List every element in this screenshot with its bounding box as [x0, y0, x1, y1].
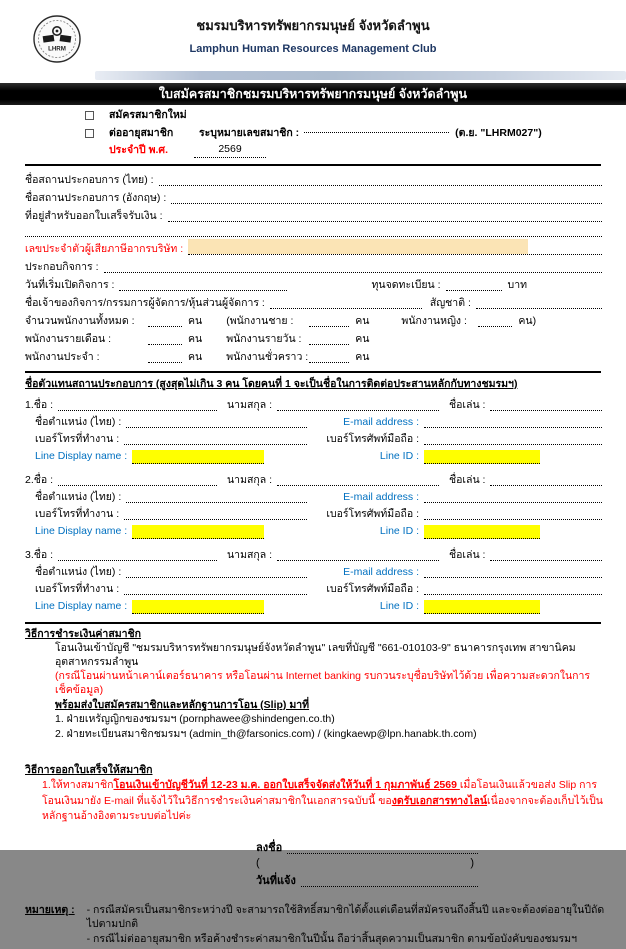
rep2-mobile-field[interactable] [424, 518, 602, 520]
paren-close: ) [470, 856, 474, 869]
rep2-name-label: 2.ชื่อ : [25, 473, 54, 486]
temporary-employees-field[interactable] [309, 361, 349, 363]
work-phone-label: เบอร์โทรที่ทำงาน : [35, 582, 120, 595]
receipt-no-line-docs: งดรับเอกสารทางไลน์ [391, 794, 488, 807]
form-header [0, 0, 626, 66]
rep3-work-phone-field[interactable] [124, 593, 307, 595]
representative-3-block [0, 546, 626, 614]
representative-1-block [0, 396, 626, 464]
note-item-2: - กรณีไม่ต่ออายุสมาชิก หรือค้างชำระค่าสมาชิกในปีนั้น ถือว่าสิ้นสุดความเป็นสมาชิก ตามข้อบังคับของชมรมฯ [86, 933, 577, 946]
rep3-name-label: 3.ชื่อ : [25, 548, 54, 561]
rep1-name-field[interactable] [58, 409, 217, 411]
rep1-surname-field[interactable] [277, 409, 439, 411]
rep2-surname-field[interactable] [277, 484, 439, 486]
mobile-label: เบอร์โทรศัพท์มือถือ : [326, 432, 419, 445]
surname-label: นามสกุล : [227, 548, 273, 561]
rep3-position-field[interactable] [126, 576, 307, 578]
tax-id-label: เลขประจำตัวผู้เสียภาษีอากรบริษัท : [25, 243, 184, 256]
rep3-surname-field[interactable] [277, 559, 439, 561]
payment-red-note: (กรณีโอนผ่านหน้าเคาน์เตอร์ธนาคาร หรือโอนผ่าน Internet banking รบกวนระบุชื่อบริษัทไว้ด้วย เพื่อความสะดวกในการเช็คข้อมูล) [55, 670, 591, 697]
business-type-field[interactable] [104, 271, 602, 273]
rep3-line-id-field[interactable] [424, 600, 540, 614]
start-date-label: วันที่เริ่มเปิดกิจการ : [25, 279, 115, 292]
company-name-en-field[interactable] [171, 202, 602, 204]
receipt-address-label: ที่อยู่สำหรับออกใบเสร็จรับเงิน : [25, 210, 163, 223]
rep3-nickname-field[interactable] [490, 559, 602, 561]
sign-date-label: วันที่แจ้ง [256, 874, 296, 887]
rep1-nickname-field[interactable] [490, 409, 602, 411]
capital-label: ทุนจดทะเบียน : [371, 279, 441, 292]
tax-id-field-line [188, 239, 602, 255]
owner-name-label: ชื่อเจ้าของกิจการ/กรรมการผู้จัดการ/หุ้นส่วนผู้จัดการ : [25, 297, 265, 310]
section-divider [25, 371, 601, 373]
female-employees-label: พนักงานหญิง : [401, 315, 467, 328]
rep3-line-name-field[interactable] [132, 600, 264, 614]
rep1-line-id-field[interactable] [424, 450, 540, 464]
temporary-employees-label: พนักงานชั่วคราว : [226, 351, 309, 364]
receipt-instructions [42, 778, 606, 824]
female-unit: คน) [518, 315, 537, 328]
email-label: E-mail address : [343, 490, 419, 503]
work-phone-label: เบอร์โทรที่ทำงาน : [35, 432, 120, 445]
email-label: E-mail address : [343, 415, 419, 428]
line-id-label: Line ID : [379, 524, 419, 537]
rep2-work-phone-field[interactable] [124, 518, 307, 520]
male-employees-label: (พนักงานชาย : [226, 315, 294, 328]
nickname-label: ชื่อเล่น : [449, 398, 486, 411]
receipt-seg3: เมื่อโอนเงินแล้วขอส่ง Slip การโอนเงินมายัง E-mail ที่แจ้งไว้ในวิธีการชำระเงินค่าสมาชิกในเอกสารฉบับนี้ ขอ [42, 779, 598, 807]
person-unit: คน [188, 351, 203, 364]
decorative-gradient-bar [95, 71, 626, 80]
rep1-position-field[interactable] [126, 426, 307, 428]
lhrm-club-logo-icon [32, 14, 82, 64]
sign-label: ลงชื่อ [256, 841, 283, 854]
line-id-label: Line ID : [379, 599, 419, 612]
line-name-label: Line Display name : [35, 524, 128, 537]
position-label: ชื่อตำแหน่ง (ไทย) : [35, 490, 122, 503]
form-title-banner: ใบสมัครสมาชิกชมรมบริหารทรัพยากรมนุษย์ จังหวัดลำพูน [0, 83, 626, 105]
company-name-en-label: ชื่อสถานประกอบการ (อังกฤษ) : [25, 192, 167, 205]
baht-unit: บาท [507, 279, 528, 292]
nickname-label: ชื่อเล่น : [449, 473, 486, 486]
total-employees-label: จำนวนพนักงานทั้งหมด : [25, 315, 135, 328]
male-employees-field[interactable] [309, 325, 349, 327]
position-label: ชื่อตำแหน่ง (ไทย) : [35, 415, 122, 428]
person-unit: คน [188, 333, 203, 346]
monthly-employees-field[interactable] [148, 343, 182, 345]
surname-label: นามสกุล : [227, 473, 273, 486]
permanent-employees-field[interactable] [148, 361, 182, 363]
club-name-english: Lamphun Human Resources Management Club [189, 42, 437, 55]
renew-member-label: ต่ออายุสมาชิก [109, 126, 174, 139]
mobile-label: เบอร์โทรศัพท์มือถือ : [326, 507, 419, 520]
work-phone-label: เบอร์โทรที่ทำงาน : [35, 507, 120, 520]
rep2-email-field[interactable] [424, 501, 602, 503]
receipt-transfer-dates: โอนเงินเข้าบัญชีวันที่ 12-23 ม.ค. ออกใบเสร็จจัดส่งให้วันที่ 1 กุมภาพันธ์ 2569 [113, 779, 460, 792]
rep1-email-field[interactable] [424, 426, 602, 428]
nickname-label: ชื่อเล่น : [449, 548, 486, 561]
person-unit: คน [188, 315, 203, 328]
rep2-position-field[interactable] [126, 501, 307, 503]
logo-text: LHRM [48, 45, 66, 53]
person-unit: คน [355, 351, 370, 364]
permanent-employees-label: พนักงานประจำ : [25, 351, 100, 364]
rep2-line-id-field[interactable] [424, 525, 540, 539]
rep1-mobile-field[interactable] [424, 443, 602, 445]
signature-field[interactable] [287, 852, 478, 854]
person-unit: คน [355, 315, 370, 328]
new-member-checkbox[interactable] [85, 111, 94, 120]
daily-employees-label: พนักงานรายวัน : [226, 333, 302, 346]
receipt-seg5: เนื่องจากจะต้องเก็บไว้เป็นหลักฐานอ้างอิงตามระบบต่อไปค่ะ [42, 794, 603, 822]
new-member-label: สมัครสมาชิกใหม่ [109, 109, 187, 121]
company-name-th-label: ชื่อสถานประกอบการ (ไทย) : [25, 174, 154, 187]
year-label: ประจำปี พ.ศ. [109, 144, 168, 157]
email-label: E-mail address : [343, 565, 419, 578]
line-id-label: Line ID : [379, 449, 419, 462]
person-unit: คน [355, 333, 370, 346]
renew-member-checkbox[interactable] [85, 129, 94, 138]
start-date-field[interactable] [119, 289, 287, 291]
receipt-address-field[interactable] [168, 220, 603, 222]
rep1-line-name-field[interactable] [132, 450, 264, 464]
owner-name-field[interactable] [270, 307, 422, 309]
member-number-label: ระบุหมายเลขสมาชิก : [199, 126, 300, 139]
payment-recipient-2: 2. ฝ่ายทะเบียนสมาชิกชมรมฯ (admin_th@farsonics.com) / (kingkaewp@lpn.hanabk.th.com) [55, 728, 477, 741]
note-item-1: - กรณีสมัครเป็นสมาชิกระหว่างปี จะสามารถใช้สิทธิ์สมาชิกได้ตั้งแต่เดือนที่สมัครจนถึงสิ้นปี และจะต้องต่ออายุในปีถัดไปตามปกติ [86, 903, 605, 930]
position-label: ชื่อตำแหน่ง (ไทย) : [35, 565, 122, 578]
tax-id-input-highlight[interactable] [188, 239, 527, 254]
club-name-thai: ชมรมบริหารทรัพยากรมนุษย์ จังหวัดลำพูน [196, 18, 430, 33]
company-name-th-field[interactable] [159, 184, 602, 186]
receipt-section-title: วิธีการออกใบเสร็จให้สมาชิก [25, 763, 153, 776]
payment-transfer-info: โอนเงินเข้าบัญชี "ชมรมบริหารทรัพยากรมนุษย์จังหวัดลำพูน" เลขที่บัญชี "661-010103-9" ธนาคารกรุงเทพ สาขานิคมอุตสาหกรรมลำพูน [55, 642, 576, 668]
rep2-nickname-field[interactable] [490, 484, 602, 486]
year-field[interactable]: 2569 [194, 143, 266, 158]
payment-section-title: วิธีการชำระเงินค่าสมาชิก [25, 627, 142, 640]
mobile-label: เบอร์โทรศัพท์มือถือ : [326, 582, 419, 595]
female-employees-field[interactable] [478, 325, 512, 327]
total-employees-field[interactable] [148, 325, 182, 327]
representatives-section-title: ชื่อตัวแทนสถานประกอบการ (สูงสุดไม่เกิน 3 คน โดยคนที่ 1 จะเป็นชื่อในการติดต่อประสานหลักกับทางชมรมฯ) [25, 377, 518, 390]
daily-employees-field[interactable] [309, 343, 349, 345]
signature-block [256, 838, 478, 888]
rep3-email-field[interactable] [424, 576, 602, 578]
rep1-name-label: 1.ชื่อ : [25, 398, 54, 411]
rep3-name-field[interactable] [58, 559, 217, 561]
nationality-field[interactable] [476, 307, 602, 309]
capital-field[interactable] [446, 289, 502, 291]
receipt-seg1: 1.ให้ทางสมาชิก [42, 779, 114, 792]
payment-send-to-label: พร้อมส่งใบสมัครสมาชิกและหลักฐานการโอน (Slip) มาที่ [55, 698, 310, 711]
business-type-label: ประกอบกิจการ : [25, 261, 99, 274]
surname-label: นามสกุล : [227, 398, 273, 411]
nationality-label: สัญชาติ : [429, 297, 471, 310]
rep2-name-field[interactable] [58, 484, 217, 486]
rep1-work-phone-field[interactable] [124, 443, 307, 445]
member-number-example: (ต.ย. "LHRM027") [455, 126, 542, 139]
section-divider [25, 622, 601, 624]
rep2-line-name-field[interactable] [132, 525, 264, 539]
line-name-label: Line Display name : [35, 599, 128, 612]
rep3-mobile-field[interactable] [424, 593, 602, 595]
notes-title: หมายเหตุ : [25, 903, 75, 916]
line-name-label: Line Display name : [35, 449, 128, 462]
section-divider [25, 164, 601, 166]
member-number-field[interactable] [304, 131, 449, 133]
payment-recipient-1: 1. ฝ่ายเหรัญญิกของชมรมฯ (pornphawee@shindengen.co.th) [55, 713, 335, 726]
receipt-address-field-line2[interactable] [25, 235, 602, 237]
paren-open: ( [256, 856, 260, 869]
sign-date-field[interactable] [301, 885, 478, 887]
representative-2-block [0, 471, 626, 539]
monthly-employees-label: พนักงานรายเดือน : [25, 333, 112, 346]
notes-block [25, 904, 608, 949]
